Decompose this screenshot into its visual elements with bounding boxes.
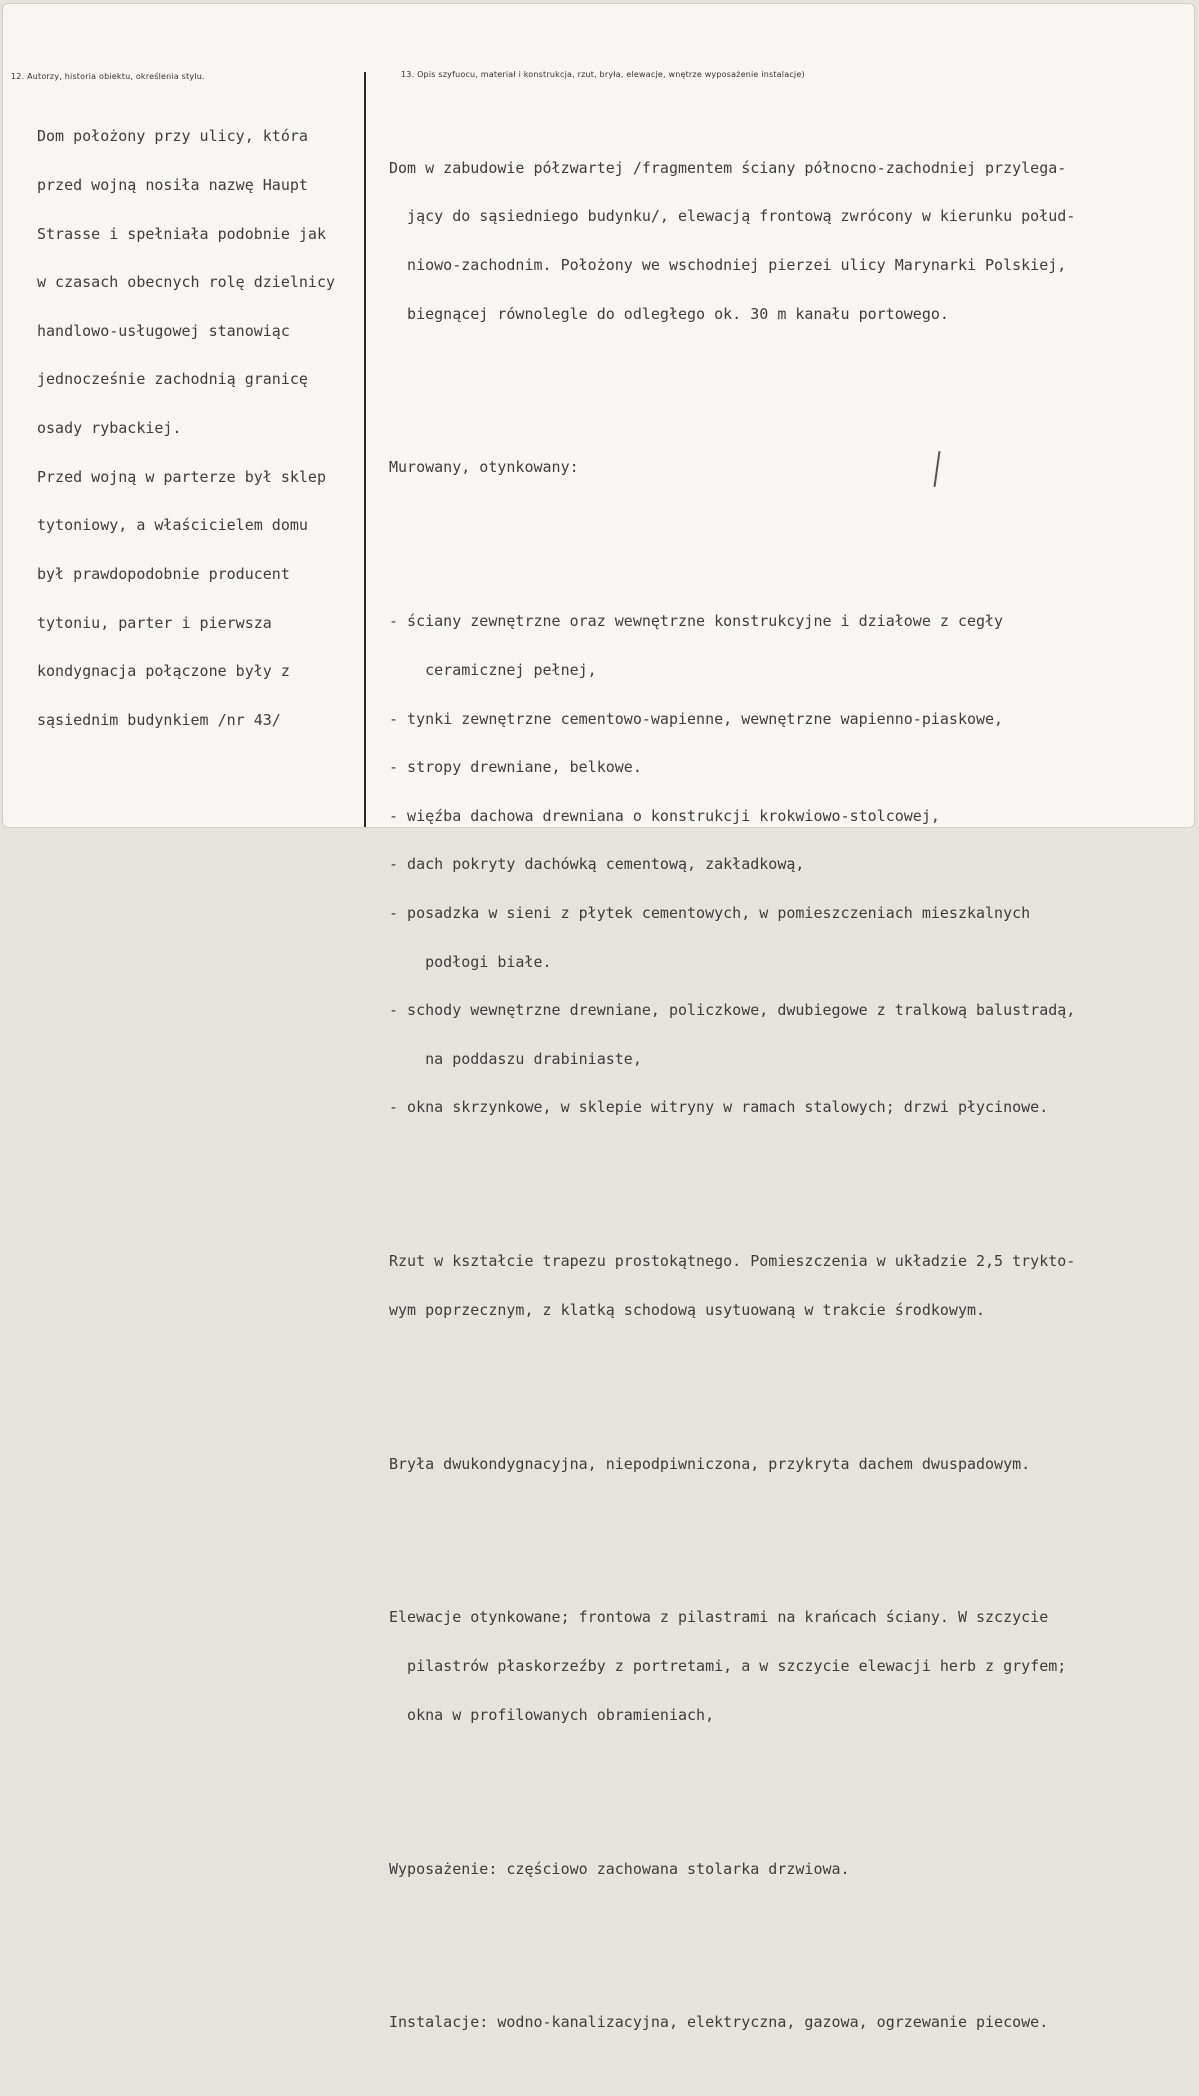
history-line: jednocześnie zachodnią granicę — [37, 370, 308, 389]
paragraph-gap — [389, 540, 1075, 548]
description-line: Elewacje otynkowane; frontowa z pilastrami na krańcach ściany. W szczycie — [389, 1608, 1049, 1627]
description-paragraph-furnishing — [389, 1828, 1075, 1909]
description-line: - stropy drewniane, belkowe. — [389, 758, 642, 777]
history-line: tytoniu, parter i pierwsza — [37, 613, 272, 632]
history-line: w czasach obecnych rolę dzielnicy — [37, 273, 336, 292]
history-line: był prawdopodobnie producent — [37, 564, 290, 583]
history-line: Strasse i spełniała podobnie jak — [37, 224, 326, 243]
description-paragraph-installations — [389, 1982, 1075, 2063]
description-line: - tynki zewnętrzne cementowo-wapienne, wewnętrzne wapienno-piaskowe, — [389, 709, 1004, 728]
description-line: Wyposażenie: częściowo zachowana stolarka drzwiowa. — [389, 1859, 850, 1878]
description-paragraph-construction — [389, 427, 1075, 508]
description-line: - dach pokryty dachówką cementową, zakładkową, — [389, 855, 805, 874]
description-line: niowo-zachodnim. Położony we wschodniej pierzei ulicy Marynarki Polskiej, — [389, 256, 1067, 275]
left-column-header: 12. Autorzy, historia obiektu, określenia stylu. — [11, 72, 205, 81]
description-line: podłogi białe. — [389, 952, 552, 971]
column-divider — [364, 72, 366, 827]
description-line: Rzut w kształcie trapezu prostokątnego. Pomieszczenia w układzie 2,5 trykto- — [389, 1252, 1076, 1271]
description-line: biegnącej równolegle do odległego ok. 30 m kanału portowego. — [389, 304, 949, 323]
description-line: okna w profilowanych obramieniach, — [389, 1705, 715, 1724]
description-paragraph-massing — [389, 1423, 1075, 1504]
description-line: Murowany, otynkowany: — [389, 458, 579, 477]
history-line: kondygnacja połączone były z — [37, 662, 290, 681]
history-line: osady rybackiej. — [37, 419, 182, 438]
history-line: sąsiednim budynkiem /nr 43/ — [37, 710, 281, 729]
description-line: ceramicznej pełnej, — [389, 660, 597, 679]
paragraph-gap — [389, 1537, 1075, 1545]
description-line: na poddaszu drabiniaste, — [389, 1049, 642, 1068]
description-line: - schody wewnętrzne drewniane, policzkowe, dwubiegowe z tralkową balustradą, — [389, 1001, 1076, 1020]
description-line: - okna skrzynkowe, w sklepie witryny w ramach stalowych; drzwi płycinowe. — [389, 1098, 1049, 1117]
description-line: - więźba dachowa drewniana o konstrukcji krokwiowo-stolcowej, — [389, 806, 940, 825]
description-line: wym poprzecznym, z klatką schodową usytuowaną w trakcie środkowym. — [389, 1300, 986, 1319]
paragraph-gap — [389, 1383, 1075, 1391]
description-paragraph-materials — [389, 581, 1075, 1148]
paragraph-gap — [389, 1180, 1075, 1188]
paragraph-gap — [389, 1788, 1075, 1796]
description-paragraph-elevations — [389, 1577, 1075, 1755]
history-text-block — [37, 96, 335, 760]
right-column-header: 13. Opis szyfuocu, materiał i konstrukcja, rzut, bryła, elewacje, wnętrze wyposażenie instalacje) — [401, 70, 805, 79]
paragraph-gap — [389, 1942, 1075, 1950]
description-line: Bryła dwukondygnacyjna, niepodpiwniczona, przykryta dachem dwuspadowym. — [389, 1454, 1031, 1473]
description-line: jący do sąsiedniego budynku/, elewacją frontową zwrócony w kierunku połud- — [389, 207, 1076, 226]
description-line: Dom w zabudowie półzwartej /fragmentem ściany północno-zachodniej przylega- — [389, 158, 1067, 177]
description-text-block — [389, 95, 1075, 2095]
description-paragraph-location — [389, 127, 1075, 354]
history-line: tytoniowy, a właścicielem domu — [37, 516, 308, 535]
description-line: Instalacje: wodno-kanalizacyjna, elektryczna, gazowa, ogrzewanie piecowe. — [389, 2013, 1049, 2032]
history-line: Przed wojną w parterze był sklep — [37, 467, 326, 486]
archive-card — [2, 3, 1195, 2032]
description-line: pilastrów płaskorzeźby z portretami, a w szczycie elewacji herb z gryfem; — [389, 1657, 1067, 1676]
history-line: Dom położony przy ulicy, która — [37, 127, 308, 146]
history-line: przed wojną nosiła nazwę Haupt — [37, 176, 308, 195]
description-line: - posadzka w sieni z płytek cementowych, w pomieszczeniach mieszkalnych — [389, 903, 1031, 922]
paragraph-gap — [389, 387, 1075, 395]
description-paragraph-plan — [389, 1221, 1075, 1351]
description-line: - ściany zewnętrzne oraz wewnętrzne konstrukcyjne i działowe z cegły — [389, 612, 1004, 631]
history-line: handlowo-usługowej stanowiąc — [37, 321, 290, 340]
